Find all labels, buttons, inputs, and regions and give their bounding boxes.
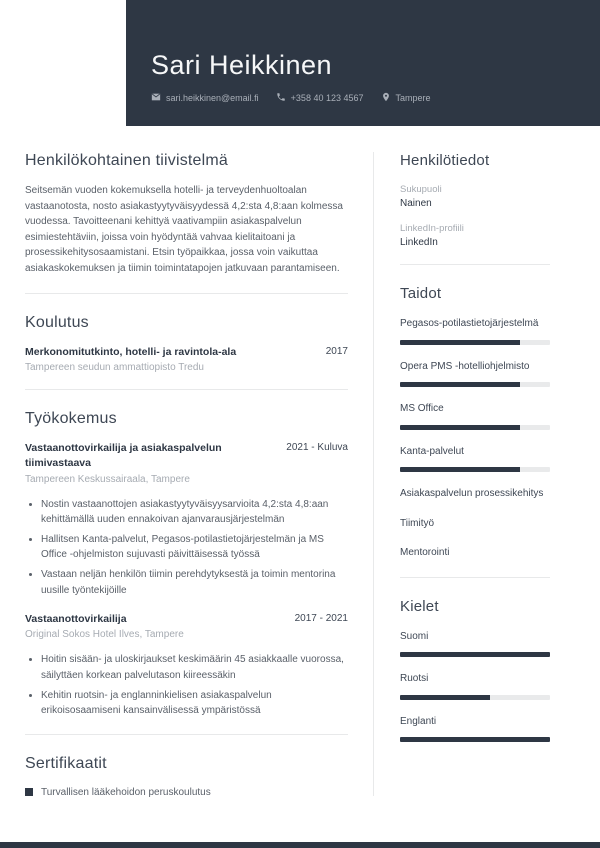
- language-bar-fill: [400, 652, 550, 657]
- education-entry: [25, 345, 348, 374]
- contact-row: [151, 92, 600, 104]
- footer-accent-bar: [0, 842, 600, 848]
- field-value: Nainen: [400, 198, 432, 209]
- main-content: [0, 126, 600, 822]
- section-divider: [400, 577, 550, 578]
- languages-section: [400, 598, 550, 743]
- job-bullet: • Nostin vastaanottojen asiakastyytyväisyysarvioita 4,2:sta 4,8:aan kehittämällä uuden ennakoivan ajanvarausjärjestelmän: [41, 497, 348, 527]
- job-bullet: • Hoitin sisään- ja uloskirjaukset keskimäärin 45 asiakkaalle vuorossa, säilyttäen korkean palvelutason kiireessäkin: [41, 652, 348, 682]
- left-column: [25, 152, 373, 822]
- skill-bar: [400, 382, 550, 387]
- skill-item: [400, 445, 550, 473]
- language-bar: [400, 695, 550, 700]
- skill-bar: [400, 340, 550, 345]
- experience-entry: [25, 612, 348, 718]
- skill-name: Mentorointi: [400, 547, 450, 558]
- skill-name: Tiimityö: [400, 517, 435, 529]
- experience-section: [25, 410, 348, 718]
- languages-title: Kielet: [400, 597, 439, 615]
- skill-name: Asiakaspalvelun prosessikehitys: [400, 488, 544, 499]
- skill-bar-fill: [400, 467, 520, 472]
- language-bar-fill: [400, 695, 490, 700]
- skill-name: Kanta-palvelut: [400, 445, 464, 457]
- mail-icon: [151, 92, 161, 104]
- certifications-section: [25, 755, 348, 801]
- school-name: Tampereen seudun ammattiopisto Tredu: [25, 362, 204, 374]
- field-gender: [400, 184, 550, 209]
- language-item: [400, 715, 550, 743]
- skills-list: [400, 317, 550, 561]
- language-name: Ruotsi: [400, 673, 429, 684]
- square-bullet-icon: [25, 788, 33, 796]
- education-title: Koulutus: [25, 313, 89, 331]
- personal-details-section: [400, 152, 550, 248]
- certification-list: [25, 786, 348, 801]
- skills-section: [400, 285, 550, 561]
- language-name: Englanti: [400, 715, 437, 727]
- skill-name: MS Office: [400, 403, 444, 414]
- certification-text: Turvallisen lääkehoidon peruskoulutus: [41, 787, 211, 799]
- language-item: [400, 672, 550, 700]
- location-icon: [381, 92, 391, 104]
- education-section: [25, 314, 348, 374]
- skill-item: [400, 402, 550, 430]
- skill-name: Pegasos-potilastietojärjestelmä: [400, 318, 539, 329]
- section-divider: [25, 389, 348, 390]
- skill-item: [400, 360, 550, 388]
- contact-email: [151, 92, 259, 104]
- experience-title: Työkokemus: [25, 410, 117, 428]
- contact-location-text: Tampere: [395, 93, 431, 103]
- skill-item: [400, 317, 550, 345]
- job-title: Vastaanottovirkailija: [25, 612, 127, 625]
- header-banner: [126, 0, 600, 126]
- skill-bar-fill: [400, 340, 520, 345]
- skill-bar-fill: [400, 382, 520, 387]
- field-label: Sukupuoli: [400, 184, 442, 195]
- education-date: 2017: [325, 345, 348, 357]
- degree-title: Merkonomitutkinto, hotelli- ja ravintola-ala: [25, 345, 237, 358]
- skills-title: Taidot: [400, 285, 442, 302]
- company-name: Original Sokos Hotel Ilves, Tampere: [25, 629, 184, 641]
- right-column: [400, 152, 550, 822]
- section-divider: [25, 293, 348, 294]
- contact-email-text: sari.heikkinen@email.fi: [166, 93, 259, 103]
- summary-text: Seitsemän vuoden kokemuksella hotelli- ja terveydenhuoltoalan vastaanotosta, nosto asiakastyytyväisyydessä 4,2:sta 4,8:aan kolmessa vuodessa. Tavoitteenani kehittyä vaativampiin asiakaspalvelun esimiestehtäviin, joissa voin hyödyntää vahvaa kielitaitoani ja prosessikehitysosaamistani. Etsin työpaikkaa, jossa voin vaikuttaa asiakaskokemuksen ja tiimin toimintatapojen jatkuvaan parantamiseen.: [25, 185, 343, 274]
- skill-item: [400, 487, 550, 502]
- summary-title: Henkilökohtainen tiivistelmä: [25, 152, 229, 169]
- contact-phone-text: +358 40 123 4567: [290, 93, 364, 103]
- section-divider: [400, 264, 550, 265]
- skill-bar: [400, 425, 550, 430]
- language-bar: [400, 737, 550, 742]
- skill-bar: [400, 467, 550, 472]
- company-name: Tampereen Keskussairaala, Tampere: [25, 473, 190, 485]
- column-divider: [373, 152, 374, 796]
- certifications-title: Sertifikaatit: [25, 755, 107, 773]
- person-name: Sari Heikkinen: [151, 50, 333, 80]
- skill-item: [400, 517, 550, 532]
- experience-list: [25, 441, 348, 718]
- language-name: Suomi: [400, 630, 429, 642]
- certification-item: [25, 786, 348, 801]
- skill-name: Opera PMS -hotelliohjelmisto: [400, 360, 530, 372]
- field-linkedin: [400, 223, 550, 248]
- linkedin-link[interactable]: LinkedIn: [400, 237, 438, 248]
- job-bullet: • Kehitin ruotsin- ja englanninkielisen asiakaspalvelun erikoisosaamiseni kansainvälisessä ympäristössä: [41, 688, 348, 718]
- skill-item: [400, 546, 550, 561]
- summary-section: [25, 152, 348, 277]
- job-bullets: [25, 497, 348, 598]
- job-title: Vastaanottovirkailija ja asiakaspalvelun tiimivastaava: [25, 442, 222, 469]
- phone-icon: [276, 92, 286, 104]
- job-bullets: [25, 652, 348, 718]
- language-bar-fill: [400, 737, 550, 742]
- languages-list: [400, 630, 550, 743]
- personal-details-title: Henkilötiedot: [400, 152, 490, 169]
- job-bullet: • Vastaan neljän henkilön tiimin perehdytyksestä ja toimin mentorina uusille työntekijöille: [41, 567, 348, 597]
- language-bar: [400, 652, 550, 657]
- section-divider: [25, 734, 348, 735]
- skill-bar-fill: [400, 425, 520, 430]
- education-list: [25, 345, 348, 374]
- job-date: 2017 - 2021: [294, 612, 348, 624]
- field-label: LinkedIn-profiili: [400, 223, 464, 234]
- job-date: 2021 - Kuluva: [286, 442, 348, 454]
- experience-entry: [25, 441, 348, 598]
- job-bullet: • Hallitsen Kanta-palvelut, Pegasos-potilastietojärjestelmän ja MS Office -ohjelmiston sujuvasti päivittäisessä työssä: [41, 532, 348, 562]
- contact-location: [381, 92, 431, 104]
- language-item: [400, 630, 550, 658]
- contact-phone: [276, 92, 364, 104]
